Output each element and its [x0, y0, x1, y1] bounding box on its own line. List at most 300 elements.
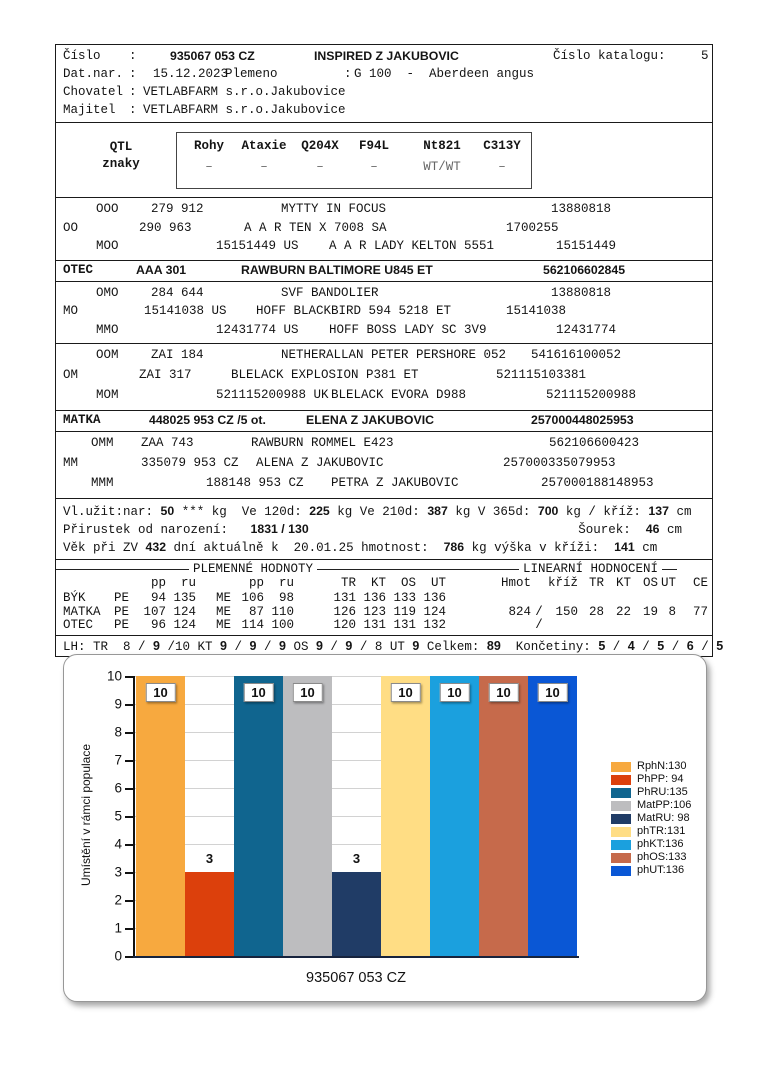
- text-fragment: Šourek:: [578, 523, 646, 537]
- bar-rphn: [136, 676, 185, 956]
- breeding-values-header: [56, 576, 712, 591]
- row-name: HOFF BOSS LADY SC 3V9: [329, 322, 487, 337]
- bar-phos: [479, 676, 528, 956]
- gain-from-birth: [63, 520, 309, 538]
- legend-swatch: [611, 762, 631, 772]
- bold-value: 9: [345, 638, 353, 653]
- cell-pp: 107: [143, 604, 166, 619]
- legend-swatch: [611, 853, 631, 863]
- legend-label: MatRU: 98: [637, 812, 690, 824]
- cell-ut: 124: [423, 604, 446, 619]
- plemeno-label: Plemeno: [225, 67, 278, 81]
- header-row-cislo: [56, 48, 712, 66]
- row-name: ELENA Z JAKUBOVIC: [306, 413, 434, 427]
- pedigree-row-mm: [56, 455, 712, 475]
- qtl-table: [176, 132, 532, 189]
- cell-tr: 120: [333, 618, 356, 632]
- row-code: OM: [63, 368, 79, 382]
- text-fragment: /: [130, 639, 154, 654]
- majitel-label: Majitel: [63, 103, 116, 117]
- row-id: 257000448025953: [531, 413, 634, 427]
- bold-value: 6: [686, 638, 694, 653]
- sire-paternal-group: [56, 198, 712, 260]
- bold-value: 9: [315, 638, 323, 653]
- pedigree-row-matka: [56, 410, 712, 431]
- y-tick-label: 0: [114, 948, 122, 964]
- cell-pe: PE: [114, 618, 130, 632]
- text-fragment: *** kg Ve 120d:: [174, 505, 310, 519]
- row-code: MM: [63, 456, 79, 470]
- bold-value: 89: [486, 638, 501, 653]
- bar-phkt: [430, 676, 479, 956]
- y-tick-mark: [125, 816, 133, 818]
- bold-value: 5: [657, 638, 665, 653]
- text-fragment: /: [256, 639, 279, 654]
- chovatel-label: Chovatel: [63, 85, 124, 99]
- legend-swatch: [611, 775, 631, 785]
- text-fragment: /: [227, 639, 250, 654]
- qtl-val-nt821: WT/WT: [423, 160, 461, 174]
- chovatel-separator: :: [129, 85, 137, 99]
- text-fragment: Končetiny:: [500, 639, 599, 654]
- bold-value: 786: [443, 540, 465, 554]
- row-code: OMM: [91, 436, 114, 450]
- text-fragment: 8: [123, 639, 131, 654]
- col-tr: TR: [340, 576, 356, 590]
- legend-swatch: [611, 866, 631, 876]
- text-fragment: kg / kříž:: [558, 505, 649, 519]
- row-name: BLELACK EVORA D988: [331, 388, 467, 402]
- qtl-col-f94l: F94L: [358, 139, 390, 153]
- row-name: MYTTY IN FOCUS: [281, 202, 387, 216]
- breeding-values-section: [55, 559, 713, 636]
- pedigree-row-oom: [56, 347, 712, 367]
- pedigree-row-otec: [56, 260, 712, 281]
- qtl-label: [76, 139, 166, 173]
- pedigree-row-mmo: [56, 322, 712, 341]
- text-fragment: 10: [175, 639, 191, 654]
- bold-value: 5: [716, 638, 724, 653]
- y-tick-label: 7: [114, 752, 122, 768]
- cell-pe: PE: [114, 604, 130, 619]
- col-hmot: Hmot: [500, 576, 531, 590]
- bar-phru: [234, 676, 283, 956]
- bar-phtr: [381, 676, 430, 956]
- row-reg: 279 912: [151, 202, 204, 216]
- text-fragment: /: [322, 639, 346, 654]
- row-code: OMO: [96, 285, 119, 300]
- pedigree-row-mom: [56, 387, 712, 407]
- col-ltr: TR: [588, 576, 604, 590]
- row-code: OO: [63, 220, 79, 235]
- text-fragment: Vl.užit:nar:: [63, 505, 161, 519]
- cell-kt: 136: [363, 591, 386, 605]
- text-fragment: cm: [659, 523, 682, 537]
- bold-value: 225: [309, 504, 330, 518]
- y-tick-mark: [125, 872, 133, 874]
- row-reg: ZAI 184: [151, 348, 204, 362]
- pedigree-row-mo: [56, 303, 712, 322]
- col-pp2: pp: [248, 576, 264, 590]
- text-fragment: /: [605, 639, 628, 654]
- cell-pp: 94: [150, 591, 166, 605]
- text-fragment: /: [352, 639, 375, 654]
- row-code: MMM: [91, 476, 114, 490]
- legend-swatch: [611, 814, 631, 824]
- bar-value-label: 3: [352, 851, 361, 866]
- bold-value: 50: [160, 504, 175, 518]
- y-tick-label: 2: [114, 892, 122, 908]
- y-tick-mark: [125, 760, 133, 762]
- bold-value: 432: [145, 540, 167, 554]
- plemeno-separator: :: [344, 67, 352, 81]
- row-reg: 521115200988 UK: [216, 388, 329, 402]
- text-fragment: 8: [374, 639, 383, 654]
- qtl-col-rohy: Rohy: [193, 139, 225, 153]
- row-id: 15151449: [556, 239, 617, 253]
- pedigree-row-ooo: [56, 201, 712, 220]
- header-row-datnar: [56, 66, 712, 84]
- row-reg: 15141038 US: [144, 304, 227, 318]
- col-ce: CE: [692, 576, 708, 590]
- cell-hmot: 824: [508, 604, 531, 619]
- breeding-values-row-otec: [56, 618, 712, 632]
- row-reg: 12431774 US: [216, 322, 299, 337]
- row-name: RAWBURN ROMMEL E423: [251, 436, 394, 450]
- cislo-separator: :: [129, 49, 137, 63]
- breeding-values-title: PLEMENNÉ HODNOTY: [193, 562, 314, 576]
- cell-os: 119: [393, 604, 416, 619]
- bar-matpp: [283, 676, 332, 956]
- animal-name: INSPIRED Z JAKUBOVIC: [314, 49, 459, 63]
- y-tick-mark: [125, 732, 133, 734]
- bar-phpp: [185, 872, 234, 956]
- breeding-value-chart-panel: [63, 654, 707, 1002]
- legend-swatch: [611, 801, 631, 811]
- row-reg: 284 644: [151, 285, 204, 300]
- bar-value-label: 10: [243, 683, 273, 702]
- katalog-value: 5: [701, 49, 709, 63]
- qtl-col-c313y: C313Y: [483, 139, 521, 153]
- legend-label: phOS:133: [637, 851, 687, 863]
- bar-value-label: 3: [205, 851, 214, 866]
- dash-line: [317, 569, 519, 570]
- y-tick-mark: [125, 928, 133, 930]
- bar-value-label: 10: [439, 683, 469, 702]
- y-tick-mark: [125, 900, 133, 902]
- pedigree-row-moo: [56, 238, 712, 257]
- scrotum-value: [578, 520, 682, 538]
- bar-matru: [332, 872, 381, 956]
- cell-pp2: 114: [241, 618, 264, 632]
- cell-pp2: 106: [241, 591, 264, 605]
- dam-maternal-group: [56, 431, 712, 498]
- datnar-label: Dat.nar.: [63, 67, 124, 81]
- cell-kt: 131: [363, 618, 386, 632]
- cell-ut: 132: [423, 618, 446, 632]
- bold-value: 387: [427, 504, 448, 518]
- row-id: 1700255: [506, 220, 559, 235]
- row-id: 13880818: [551, 285, 612, 300]
- row-id: 521115103381: [496, 368, 587, 382]
- bars-container: [136, 676, 577, 956]
- legend-label: phTR:131: [637, 825, 686, 837]
- row-code: MATKA: [63, 413, 101, 427]
- animal-number: 935067 053 CZ: [170, 49, 255, 63]
- qtl-val-rohy: –: [205, 160, 213, 174]
- header-row-chovatel: [56, 84, 712, 102]
- qtl-label-line2: znaky: [102, 157, 140, 171]
- bold-value: 141: [614, 540, 635, 554]
- legend-label: RphN:130: [637, 760, 687, 772]
- text-fragment: OS: [285, 639, 316, 654]
- col-kt: KT: [370, 576, 386, 590]
- col-ru2: ru: [278, 576, 294, 590]
- row-name: HOFF BLACKBIRD 594 5218 ET: [256, 304, 452, 318]
- row-id: 541616100052: [531, 348, 622, 362]
- cell-pp2: 87: [248, 604, 264, 619]
- plemeno-value: G 100 - Aberdeen angus: [354, 67, 535, 81]
- sire-maternal-group: [56, 281, 712, 344]
- pedigree-row-omo: [56, 285, 712, 304]
- y-tick-mark: [125, 788, 133, 790]
- certificate-document: [55, 45, 724, 657]
- performance-line3: [56, 538, 712, 556]
- text-fragment: cm: [668, 505, 692, 519]
- cell-me: ME: [215, 618, 231, 632]
- cell-ru2: 98: [278, 591, 294, 605]
- text-fragment: Celkem:: [419, 639, 487, 654]
- row-code: OOO: [96, 202, 119, 216]
- cell-pp: 96: [150, 618, 166, 632]
- qtl-section: [55, 122, 713, 198]
- legend-label: phKT:136: [637, 838, 684, 850]
- row-id: 13880818: [551, 202, 612, 216]
- cell-slash: /: [535, 618, 543, 632]
- y-tick-label: 5: [114, 808, 122, 824]
- cell-me: ME: [215, 591, 231, 605]
- col-ut: UT: [430, 576, 446, 590]
- pedigree-row-mmm: [56, 475, 712, 495]
- text-fragment: dní aktuálně k 20.01.25 hmotnost:: [166, 541, 444, 555]
- dash-line: [662, 569, 677, 570]
- breeding-values-title-row: [56, 562, 712, 576]
- row-id: 12431774: [556, 322, 617, 337]
- text-fragment: Věk při ZV: [63, 541, 146, 555]
- cell-ru2: 110: [271, 604, 294, 619]
- row-reg: 188148 953 CZ: [206, 476, 304, 490]
- cell-pe: PE: [114, 591, 130, 605]
- cell-los: 19: [642, 604, 658, 619]
- y-tick-label: 8: [114, 724, 122, 740]
- legend-swatch: [611, 788, 631, 798]
- x-axis-line: [133, 956, 579, 958]
- col-os: OS: [400, 576, 416, 590]
- legend-label: MatPP:106: [637, 799, 692, 811]
- cell-kriz: 150: [555, 604, 578, 619]
- col-los: OS: [642, 576, 658, 590]
- bold-value: 9: [249, 638, 257, 653]
- x-axis-label: 935067 053 CZ: [306, 970, 406, 986]
- col-lkt: KT: [615, 576, 631, 590]
- y-tick-label: 3: [114, 864, 122, 880]
- bold-value: 137: [648, 504, 669, 518]
- row-id: 257000188148953: [541, 476, 654, 490]
- y-tick-label: 6: [114, 780, 122, 796]
- cell-ce: 77: [692, 604, 708, 619]
- qtl-label-line1: QTL: [109, 140, 133, 154]
- qtl-val-q204x: –: [316, 160, 324, 174]
- cislo-label: Číslo: [63, 49, 101, 63]
- qtl-col-nt821: Nt821: [423, 139, 461, 153]
- y-tick-mark: [125, 956, 133, 958]
- legend-label: PhPP: 94: [637, 773, 684, 785]
- row-code: MO: [63, 304, 79, 318]
- row-name: SVF BANDOLIER: [281, 285, 379, 300]
- row-code: MOM: [96, 388, 119, 402]
- y-tick-label: 1: [114, 920, 122, 936]
- text-fragment: UT: [382, 639, 413, 654]
- row-id: 521115200988: [546, 388, 637, 402]
- y-tick-mark: [125, 704, 133, 706]
- cell-lut: 8: [668, 604, 676, 619]
- row-id: 562106600423: [549, 436, 640, 450]
- qtl-val-f94l: –: [370, 160, 378, 174]
- majitel-separator: :: [129, 103, 137, 117]
- chovatel-value: VETLABFARM s.r.o.Jakubovice: [143, 85, 346, 99]
- qtl-val-c313y: –: [498, 160, 506, 174]
- row-reg: 290 963: [139, 220, 192, 235]
- row-code: MOO: [96, 239, 119, 253]
- header-row-majitel: [56, 102, 712, 120]
- cell-os: 133: [393, 591, 416, 605]
- cell-ut: 136: [423, 591, 446, 605]
- row-name: RAWBURN BALTIMORE U845 ET: [241, 262, 433, 277]
- cell-kt: 123: [363, 604, 386, 619]
- linear-scoring-title: LINEARNÍ HODNOCENÍ: [522, 562, 658, 576]
- row-name: NETHERALLAN PETER PERSHORE 052: [281, 348, 507, 362]
- y-tick-label: 4: [114, 836, 122, 852]
- bar-value-label: 10: [292, 683, 322, 702]
- bar-value-label: 10: [390, 683, 420, 702]
- performance-line1: [56, 502, 712, 520]
- cell-tr: 126: [333, 604, 356, 619]
- col-ru: ru: [180, 576, 196, 590]
- row-label: MATKA: [63, 604, 101, 619]
- legend-swatch: [611, 840, 631, 850]
- row-reg: ZAA 743: [141, 436, 194, 450]
- row-name: BLELACK EXPLOSION P381 ET: [231, 368, 419, 382]
- header-section: [55, 44, 713, 123]
- text-fragment: /: [634, 639, 658, 654]
- legend-swatch: [611, 827, 631, 837]
- text-fragment: kg Ve 210d:: [329, 505, 428, 519]
- pedigree-row-oo: [56, 220, 712, 239]
- row-reg: 15151449 US: [216, 239, 299, 253]
- row-name: ALENA Z JAKUBOVIC: [256, 456, 384, 470]
- row-reg: AAA 301: [136, 262, 187, 277]
- bold-value: 9: [278, 638, 286, 653]
- majitel-value: VETLABFARM s.r.o.Jakubovice: [143, 103, 346, 117]
- col-lut: UT: [660, 576, 676, 590]
- text-fragment: kg výška v kříži:: [464, 541, 615, 555]
- row-code: MMO: [96, 322, 119, 337]
- legend-label: phUT:136: [637, 864, 685, 876]
- legend-label: PhRU:135: [637, 786, 688, 798]
- row-name: PETRA Z JAKUBOVIC: [331, 476, 459, 490]
- bar-phut: [528, 676, 577, 956]
- cell-ru: 124: [173, 604, 196, 619]
- col-pp: pp: [150, 576, 166, 590]
- bold-value: 9: [220, 638, 227, 653]
- row-label: OTEC: [63, 618, 94, 632]
- row-id: 257000335079953: [503, 456, 616, 470]
- pedigree-row-om: [56, 367, 712, 387]
- bold-value: 4: [627, 638, 635, 653]
- lh-summary-line: [63, 639, 723, 654]
- dash-line: [56, 569, 189, 570]
- text-fragment: Přirustek od narození:: [63, 523, 251, 537]
- col-kriz: kříž: [547, 576, 578, 590]
- text-fragment: LH: TR: [63, 639, 124, 654]
- row-reg: 335079 953 CZ: [141, 456, 239, 470]
- qtl-col-q204x: Q204X: [301, 139, 339, 153]
- performance-line2: [56, 520, 712, 538]
- bold-value: 9: [412, 638, 420, 653]
- bold-value: 1831 / 130: [250, 522, 309, 536]
- cell-ru: 135: [173, 591, 196, 605]
- datnar-separator: :: [129, 67, 137, 81]
- katalog-label: Číslo katalogu:: [553, 49, 666, 63]
- row-label: BÝK: [63, 591, 86, 605]
- text-fragment: /: [664, 639, 687, 654]
- cell-ltr: 28: [588, 604, 604, 619]
- row-id: 15141038: [506, 304, 567, 318]
- y-axis-line: [133, 676, 135, 958]
- row-code: OTEC: [63, 262, 94, 277]
- performance-section: [55, 498, 713, 560]
- bar-value-label: 10: [537, 683, 567, 702]
- text-fragment: kg V 365d:: [447, 505, 538, 519]
- text-fragment: /: [160, 639, 176, 654]
- bold-value: 700: [537, 504, 559, 518]
- qtl-col-ataxie: Ataxie: [241, 139, 287, 153]
- cell-me: ME: [215, 604, 231, 619]
- row-id: 562106602845: [543, 262, 626, 277]
- cell-lkt: 22: [615, 604, 631, 619]
- dam-paternal-group: [56, 343, 712, 410]
- cell-slash: /: [535, 604, 543, 619]
- y-axis-label: Umístění v rámci populace: [79, 743, 93, 887]
- cell-os: 131: [393, 618, 416, 632]
- bold-value: 46: [645, 522, 660, 536]
- row-reg: 448025 953 CZ /5 ot.: [149, 413, 266, 427]
- bold-value: 9: [153, 638, 160, 653]
- qtl-val-ataxie: –: [260, 160, 268, 174]
- row-name: A A R TEN X 7008 SA: [244, 220, 387, 235]
- text-fragment: cm: [634, 541, 658, 555]
- text-fragment: KT: [190, 639, 221, 654]
- y-tick-mark: [125, 844, 133, 846]
- pedigree-row-omm: [56, 435, 712, 455]
- datnar-value: 15.12.2023: [153, 67, 229, 81]
- y-tick-mark: [125, 676, 133, 678]
- cell-ru2: 100: [271, 618, 294, 632]
- pedigree-section: [55, 197, 713, 499]
- row-name: A A R LADY KELTON 5551: [329, 239, 495, 253]
- row-code: OOM: [96, 348, 119, 362]
- bold-value: 5: [598, 638, 606, 653]
